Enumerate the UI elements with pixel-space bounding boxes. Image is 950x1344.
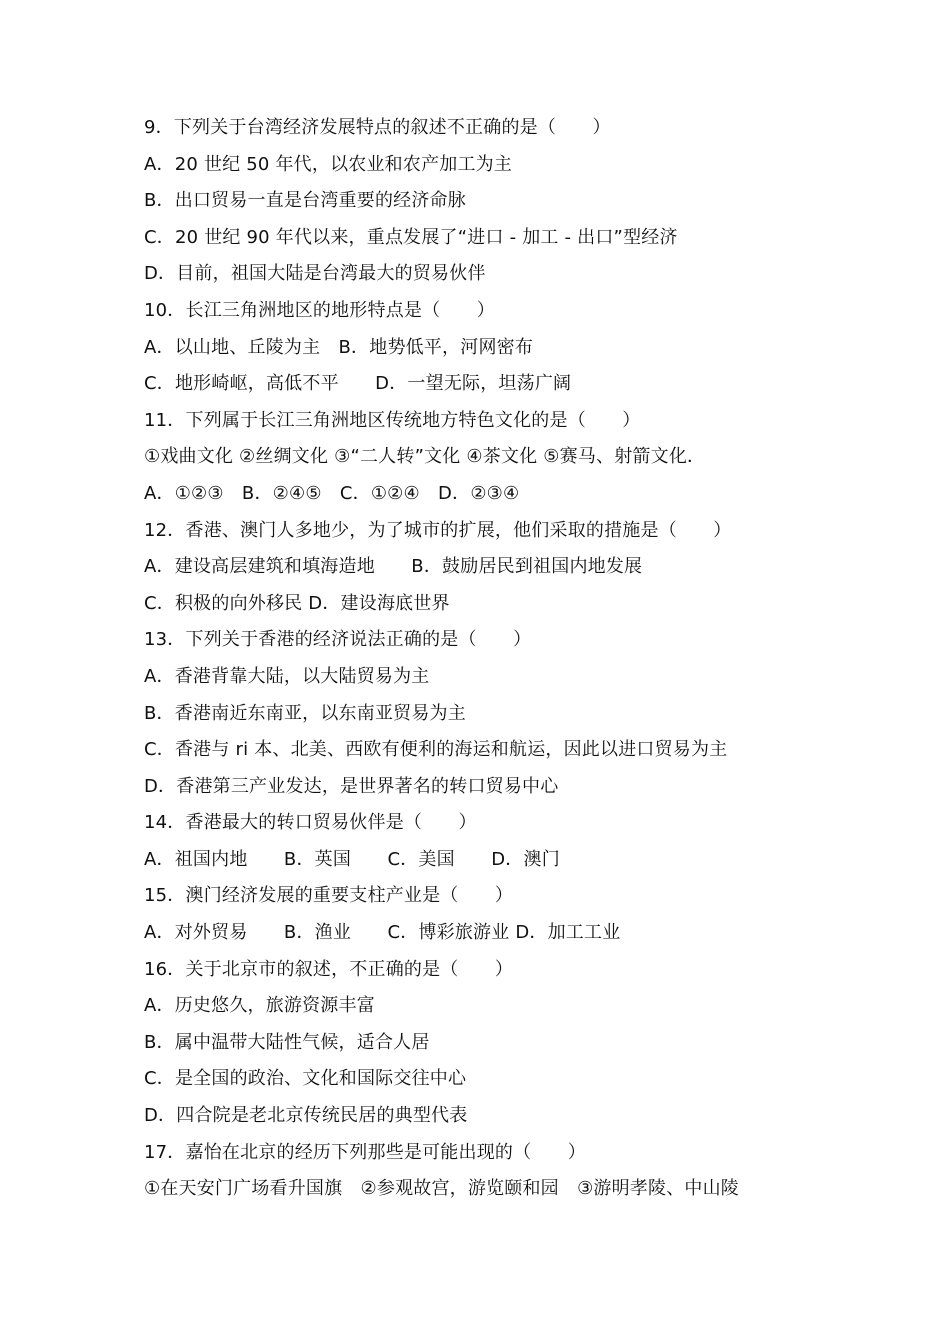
question-9-option-b: B．出口贸易一直是台湾重要的经济命脉 [144,190,466,212]
question-9-stem: 9．下列关于台湾经济发展特点的叙述不正确的是（ ） [144,117,611,138]
question-17-stem: 17．嘉怡在北京的经历下列那些是可能出现的（ ） [144,1141,586,1163]
question-15-options: A．对外贸易 B．渔业 C．博彩旅游业 D．加工工业 [144,922,621,944]
question-15-stem: 15．澳门经济发展的重要支柱产业是（ ） [144,885,514,907]
question-9-option-c: C．20 世纪 90 年代以来，重点发展了“进口 - 加工 - 出口”型经济 [144,226,678,248]
question-12-options-cd: C．积极的向外移民 D．建设海底世界 [144,592,450,614]
question-17-items: ①在天安门广场看升国旗 ②参观故宫，游览颐和园 ③游明孝陵、中山陵 [144,1178,740,1200]
question-16-stem: 16．关于北京市的叙述，不正确的是（ ） [144,958,514,980]
question-13-option-c: C．香港与 ri 本、北美、西欧有便利的海运和航运，因此以进口贸易为主 [144,739,728,761]
question-16-option-d: D．四合院是老北京传统民居的典型代表 [144,1105,468,1127]
question-12-stem: 12．香港、澳门人多地少，为了城市的扩展，他们采取的措施是（ ） [144,519,732,541]
question-13-stem: 13．下列关于香港的经济说法正确的是（ ） [144,629,532,651]
question-14-options: A．祖国内地 B．英国 C．美国 D．澳门 [144,848,560,870]
question-10-options-ab: A．以山地、丘陵为主 B．地势低平，河网密布 [144,336,534,358]
question-11-stem: 11．下列属于长江三角洲地区传统地方特色文化的是（ ） [144,409,641,431]
question-16-option-c: C．是全国的政治、文化和国际交往中心 [144,1068,467,1090]
question-11-options: A．①②③ B．②④⑤ C．①②④ D．②③④ [144,482,520,504]
question-13-option-a: A．香港背靠大陆，以大陆贸易为主 [144,665,430,687]
question-16-option-a: A．历史悠久，旅游资源丰富 [144,995,375,1017]
question-11-items: ①戏曲文化 ②丝绸文化 ③“二人转”文化 ④茶文化 ⑤赛马、射箭文化． [144,446,706,468]
question-9-option-d: D．目前，祖国大陆是台湾最大的贸易伙伴 [144,263,486,285]
question-13-option-b: B．香港南近东南亚，以东南亚贸易为主 [144,702,466,724]
question-12-options-ab: A．建设高层建筑和填海造地 B．鼓励居民到祖国内地发展 [144,556,643,578]
question-16-option-b: B．属中温带大陆性气候，适合人居 [144,1031,430,1053]
question-9-option-a: A．20 世纪 50 年代，以农业和农产加工为主 [144,153,513,175]
question-14-stem: 14．香港最大的转口贸易伙伴是（ ） [144,812,477,834]
question-13-option-d: D．香港第三产业发达，是世界著名的转口贸易中心 [144,775,559,797]
question-10-options-cd: C．地形崎岖，高低不平 D．一望无际，坦荡广阔 [144,373,572,395]
question-text-block [144,114,844,1212]
question-10-stem: 10．长江三角洲地区的地形特点是（ ） [144,299,495,321]
